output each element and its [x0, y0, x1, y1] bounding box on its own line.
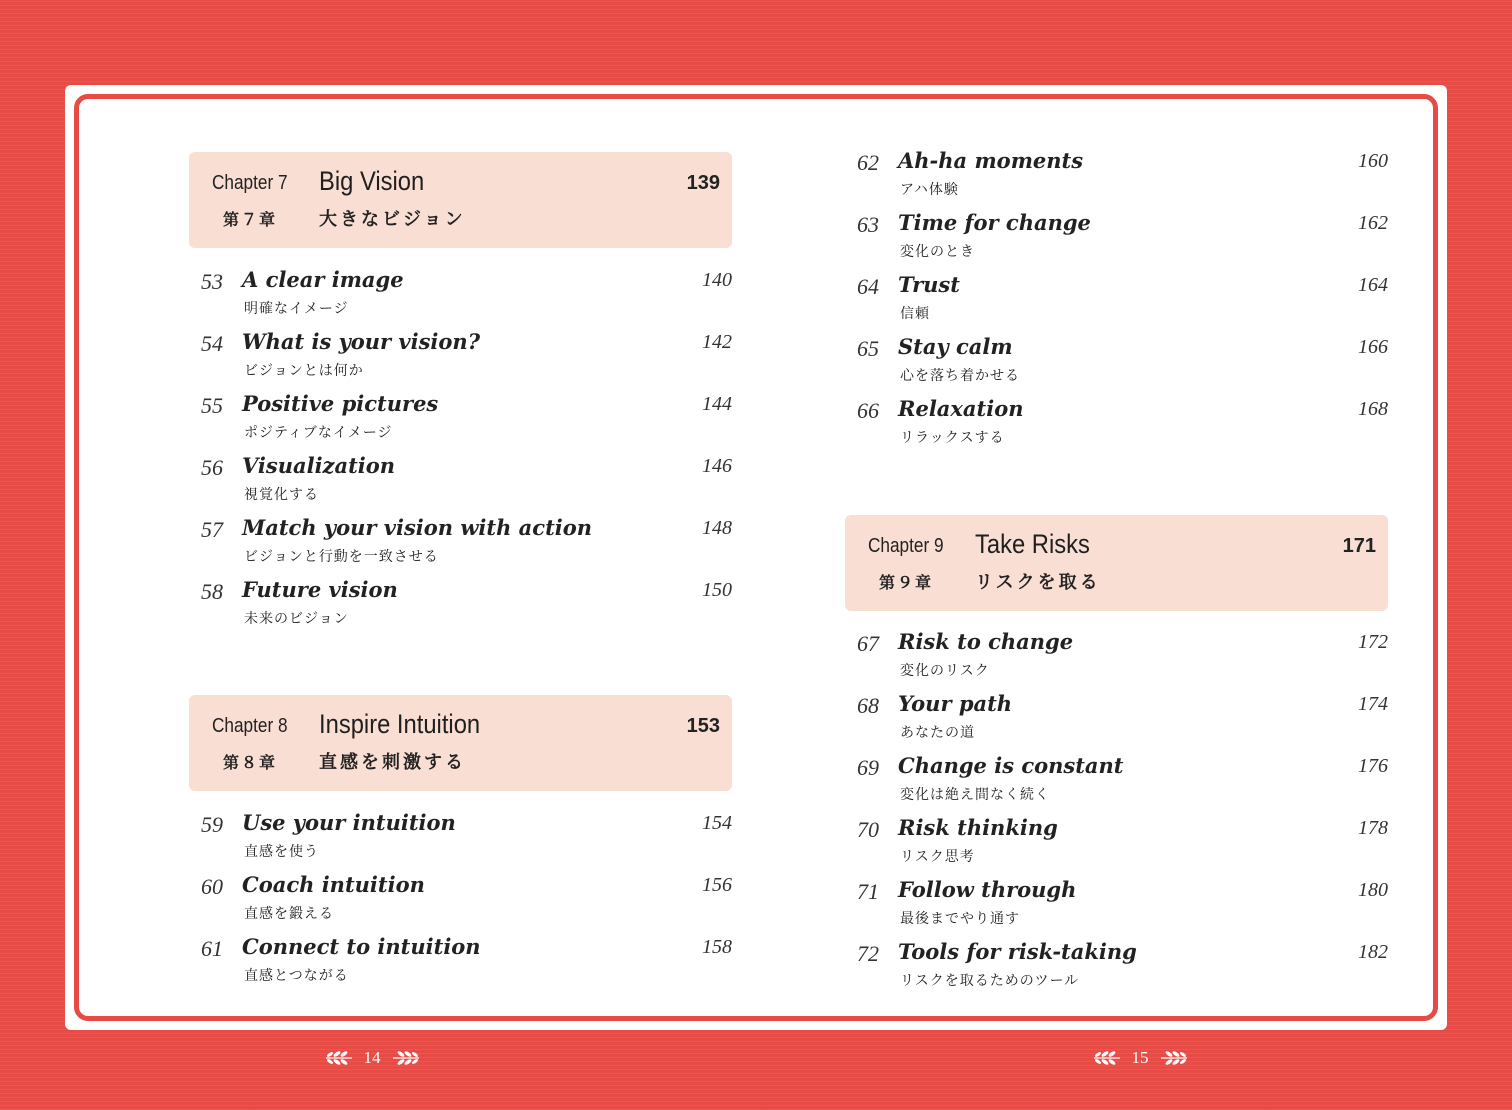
entry-page-number: 164 [1358, 274, 1388, 296]
entry-number: 57 [201, 517, 223, 542]
entry-page-number: 180 [1358, 879, 1388, 901]
page-number: 14 [363, 1048, 381, 1067]
entry-subtitle-jp: ビジョンとは何か [244, 363, 364, 379]
entry-page-number: 156 [702, 874, 732, 896]
chapter-label: Chapter 8 [212, 715, 288, 737]
entry-number: 70 [857, 817, 879, 842]
entry-title: Your path [898, 691, 1013, 716]
page-number: 15 [1131, 1048, 1149, 1067]
entry-page-number: 146 [702, 455, 732, 477]
entry-number: 69 [857, 755, 879, 780]
entry-page-number: 182 [1358, 941, 1388, 963]
leaf-sprig-icon [1092, 1048, 1122, 1068]
entry-subtitle-jp: アハ体験 [900, 182, 959, 198]
right-folio [1080, 1048, 1200, 1068]
chapter-label-jp: 第７章 [223, 210, 278, 229]
entry-number: 60 [201, 874, 223, 899]
entry-title: Trust [898, 272, 960, 297]
toc-entry[interactable] [189, 570, 732, 632]
toc-entry[interactable] [845, 684, 1388, 746]
entry-subtitle-jp: 未来のビジョン [244, 611, 349, 627]
entry-page-number: 150 [702, 579, 732, 601]
toc-entry[interactable] [189, 803, 732, 865]
leaf-sprig-icon [324, 1048, 354, 1068]
entry-subtitle-jp: 変化は絶え間なく続く [900, 787, 1050, 803]
entry-number: 65 [857, 336, 879, 361]
entry-subtitle-jp: リラックスする [900, 430, 1005, 446]
chapter-title-jp: リスクを取る [975, 572, 1101, 593]
entry-title: Relaxation [898, 396, 1024, 421]
entry-subtitle-jp: 直感を使う [244, 844, 319, 860]
entry-number: 54 [201, 331, 223, 356]
entry-number: 53 [201, 269, 223, 294]
entry-subtitle-jp: ビジョンと行動を一致させる [244, 549, 439, 565]
entry-page-number: 158 [702, 936, 732, 958]
entry-number: 72 [857, 941, 879, 966]
chapter-8-entries [189, 803, 732, 989]
toc-entry[interactable] [845, 746, 1388, 808]
chapter-label-jp: 第９章 [879, 573, 934, 592]
left-folio [312, 1048, 432, 1068]
entry-title: Stay calm [898, 334, 1013, 359]
entry-number: 61 [201, 936, 223, 961]
entry-subtitle-jp: 直感を鍛える [244, 906, 334, 922]
toc-entry[interactable] [845, 327, 1388, 389]
entry-subtitle-jp: 信頼 [900, 306, 930, 322]
entry-title: Risk to change [898, 629, 1074, 654]
entry-number: 55 [201, 393, 223, 418]
chapter-7-entries [189, 260, 732, 632]
toc-entry[interactable] [845, 265, 1388, 327]
chapter-title: Big Vision [319, 166, 425, 196]
entry-page-number: 148 [702, 517, 732, 539]
toc-entry[interactable] [845, 870, 1388, 932]
book-spread [65, 85, 1447, 1030]
chapter-7-header[interactable] [189, 152, 732, 248]
entry-page-number: 162 [1358, 212, 1388, 234]
toc-entry[interactable] [845, 141, 1388, 203]
entry-title: Use your intuition [242, 810, 456, 835]
entry-subtitle-jp: 変化のとき [900, 244, 975, 260]
chapter-title-jp: 直感を刺激する [319, 752, 466, 773]
toc-entry[interactable] [845, 203, 1388, 265]
entry-subtitle-jp: あなたの道 [900, 725, 975, 741]
entry-title: A clear image [242, 267, 404, 292]
entry-subtitle-jp: 変化のリスク [900, 663, 990, 679]
entry-page-number: 160 [1358, 150, 1388, 172]
entry-number: 64 [857, 274, 879, 299]
entry-subtitle-jp: 視覚化する [244, 487, 319, 503]
entry-title: Future vision [242, 577, 398, 602]
entry-page-number: 142 [702, 331, 732, 353]
entry-number: 63 [857, 212, 879, 237]
entry-title: Ah-ha moments [898, 148, 1084, 173]
entry-title: Positive pictures [242, 391, 439, 416]
entry-number: 59 [201, 812, 223, 837]
chapter-title: Take Risks [975, 529, 1090, 559]
toc-entry[interactable] [189, 927, 732, 989]
entry-subtitle-jp: 明確なイメージ [244, 301, 349, 317]
entry-title: Follow through [898, 877, 1077, 902]
entry-subtitle-jp: リスク思考 [900, 849, 975, 865]
entry-page-number: 174 [1358, 693, 1388, 715]
entry-page-number: 168 [1358, 398, 1388, 420]
toc-entry[interactable] [189, 446, 732, 508]
entry-page-number: 154 [702, 812, 732, 834]
entry-subtitle-jp: ポジティブなイメージ [244, 425, 393, 441]
entry-number: 62 [857, 150, 879, 175]
toc-entry[interactable] [845, 932, 1388, 994]
chapter-label: Chapter 9 [868, 535, 944, 557]
entry-title: Change is constant [898, 753, 1124, 778]
chapter-9-header[interactable] [845, 515, 1388, 611]
chapter-page-number: 171 [1342, 535, 1376, 557]
entry-title: What is your vision? [242, 329, 480, 354]
toc-entry[interactable] [189, 260, 732, 322]
entry-page-number: 172 [1358, 631, 1388, 653]
chapter-page-number: 153 [686, 715, 720, 737]
chapter-9-entries [845, 622, 1388, 994]
entry-page-number: 140 [702, 269, 732, 291]
entry-subtitle-jp: リスクを取るためのツール [900, 973, 1080, 989]
entry-title: Tools for risk-taking [898, 939, 1137, 964]
entry-number: 66 [857, 398, 879, 423]
toc-entry[interactable] [189, 384, 732, 446]
entry-page-number: 166 [1358, 336, 1388, 358]
entry-number: 56 [201, 455, 223, 480]
entry-page-number: 144 [702, 393, 732, 415]
entry-title: Coach intuition [242, 872, 425, 897]
toc-entry[interactable] [845, 808, 1388, 870]
entry-number: 67 [857, 631, 879, 656]
entry-title: Risk thinking [898, 815, 1058, 840]
entry-subtitle-jp: 心を落ち着かせる [900, 368, 1020, 384]
toc-entry[interactable] [189, 322, 732, 384]
chapter-8-header[interactable] [189, 695, 732, 791]
toc-entry[interactable] [189, 508, 732, 570]
entry-number: 58 [201, 579, 223, 604]
entry-title: Match your vision with action [242, 515, 593, 540]
entry-number: 68 [857, 693, 879, 718]
chapter-label: Chapter 7 [212, 172, 288, 194]
entry-title: Visualization [242, 453, 396, 478]
toc-entry[interactable] [845, 389, 1388, 451]
entry-subtitle-jp: 最後までやり通す [900, 911, 1020, 927]
entry-title: Time for change [898, 210, 1091, 235]
chapter-title-jp: 大きなビジョン [319, 209, 466, 230]
chapter-8-continued-entries [845, 141, 1388, 451]
leaf-sprig-icon [1159, 1048, 1189, 1068]
entry-page-number: 178 [1358, 817, 1388, 839]
chapter-page-number: 139 [686, 172, 720, 194]
toc-entry[interactable] [845, 622, 1388, 684]
entry-subtitle-jp: 直感とつながる [244, 968, 349, 984]
toc-entry[interactable] [189, 865, 732, 927]
entry-number: 71 [857, 879, 879, 904]
entry-page-number: 176 [1358, 755, 1388, 777]
chapter-label-jp: 第８章 [223, 753, 278, 772]
leaf-sprig-icon [391, 1048, 421, 1068]
chapter-title: Inspire Intuition [319, 709, 481, 739]
entry-title: Connect to intuition [242, 934, 481, 959]
